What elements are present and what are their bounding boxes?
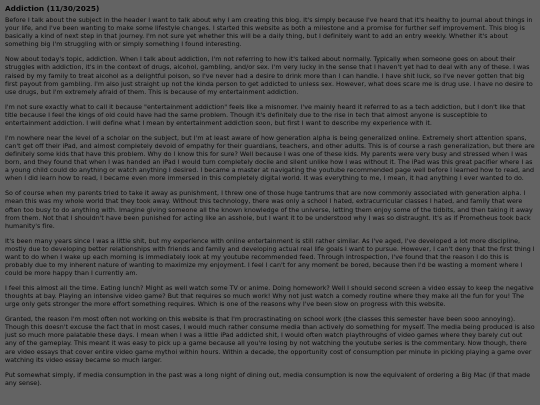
post-paragraph-2: Now about today's topic, addiction. When I talk about addiction, I'm not referring to how it's talked about normally. Typically when someone goes on about their struggles with addiction, it's in the context of drugs, alcohol, gambling, and/or sex. I'm very lucky in the sense that I haven't yet had to deal with any of these. I was raised by my family to treat alcohol as a delightful poison, so I've never had a desire to drink more than I can handle. I have shit luck, so I've never gotten that big first payout from gambling. I'm also just straight up not the kinda person to get addicted to unless sex. However, what does scare me is drug use. I have no desire to use drugs, but I'm extremely afraid of them. This is because of my entertainment addiction. <box>5 56 533 96</box>
post-paragraph-7: I feel this almost all the time. Eating lunch? Might as well watch some TV or anime. Doing homework? Well I should second screen a video essay to keep the negative thoughts at bay. Playing an intensive video game? But that requires so much work! Why not just watch a comedy routine where they make all the fun for you! The urge only gets stronger the more effort something requires. Which is one of the reasons why I've been slow on progress with this website. <box>5 284 534 309</box>
post-paragraph-1: Before I talk about the subject in the header I want to talk about why I am creating this blog. It's simply because I've heard that it's healthy to journal about things in your life, and I've been wanting to make some lifestyle changes. I started this website as both a milestone and a promise for further self improvement. This blog is basically a kind of next step in that journey. I'm not sure yet whether this will be a daily thing, but I definitely want to add an entry weekly. Whether it's about something big I'm struggling with or simply something I found interesting. <box>5 17 533 49</box>
post-paragraph-4: I'm nowhere near the level of a scholar on the subject, but I'm at least aware of how generation alpha is being generalized online. Extremely short attention spans, can't get off their iPad, and almost completely devoid of empathy for their guardians, teachers, and other adults. This is of course a rash generalization, but there are definitely some kids that have this problem. Why do I know this for sure? Well because I was one of these kids. My parents were very busy and stressed when I was born, and they found that when I was handed an iPad I would turn completely docile and silent unlike how I was without it. The iPad was this great pacifier where I as a young child could do anything or watch anything I desired. I became a master at navigating the youtube recommended page well before I learned how to read, and when I did learn how to read, I became even more immersed in this completely digital world. It was everything to me, I mean, it had anything I ever wanted to do. <box>5 134 535 183</box>
post-paragraph-9: Put somewhat simply, if media consumption in the past was a long night of dining out, media consumption is now the equivalent of ordering a Big Mac (if that made any sense). <box>5 371 531 387</box>
post-paragraph-8: Granted, the reason I'm most often not working on this website is that I'm procrastinating on school work (the classes this semester have been sooo annoying). Though this doesn't excuse the fact that in most cases, I would much rather consume media than actively do something for myself. The media being produced is also just so much more palatable these days. I mean when I was a little iPad addicted shit, I would often watch playthroughs of video games where they barely cut out any of the gameplay. This meant it was easy to pick up a game because all you're losing by not watching the youtube series is the commentary. Now though, there are video essays that cover entire video game mythoi within hours. Within a decade, the opportunity cost of consumption per minute in picking playing a game over watching its video essay became so much larger. <box>5 316 535 364</box>
post-title: Addiction (11/30/2025) <box>5 4 100 13</box>
post-paragraph-5: So of course when my parents tried to take it away as punishment, I threw one of those huge tantrums that are now commonly associated with generation alpha. I mean this was my whole world that they took away. Without this technology, there was only a school I hated, extracurricular classes I hated, and family that were often too busy to do anything with. Imagine giving someone all the known knowledge of the universe, letting them enjoy some of the tidbits, and then taking it away from them. Not that I shouldn't have been punished for acting like an asshole, but I want it to be understood why I was so distraught. It's as if Prometheus took back humanity's fire. <box>5 190 533 230</box>
post-paragraph-3: I'm not sure exactly what to call it because "entertainment addiction" feels like a misnomer. I've mainly heard it referred to as a tech addiction, but I don't like that title because I feel the kings of old could have had the same problem. Though it's definitely due to the rise in tech that almost anyone is susceptible to entertainment addiction. I will define what I mean by entertainment addiction soon, but first I want to describe my experience with it. <box>5 103 526 127</box>
post-paragraph-6: It's been many years since I was a little shit, but my experience with online entertainment is still rather similar. As I've aged, I've developed a lot more discipline, mostly due to developing better relationships with friends and family and developing actual real life goals I want to pursue. However, I can't deny that the first thing I want to do when I wake up each morning is immediately look at my youtube recommended feed. Through introspection, I've found that the reason I do this is probably due to my inherent nature of wanting to maximize my enjoyment. I feel I can't for any moment be bored, because then I'd be wasting a moment where I could be more happy than I currently am. <box>5 237 535 278</box>
